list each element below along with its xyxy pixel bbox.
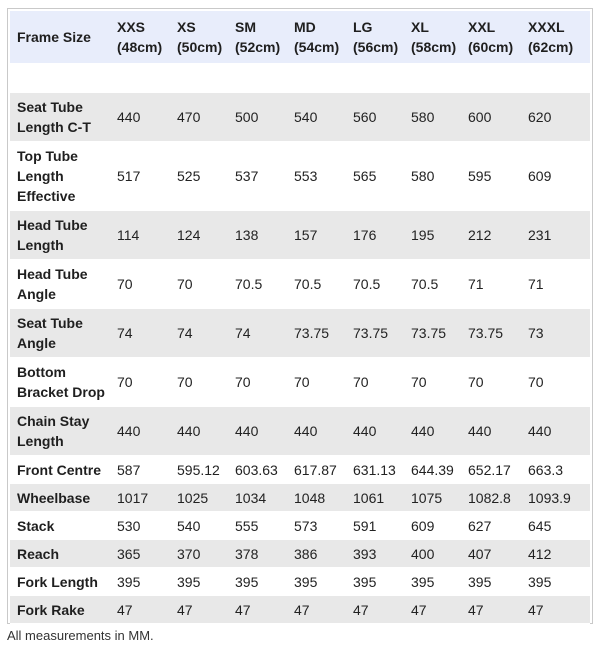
table-cell: 386 — [287, 540, 346, 568]
table-cell: 1075 — [404, 484, 461, 512]
table-cell: 395 — [404, 568, 461, 596]
table-cell: 395 — [521, 568, 590, 596]
header-row — [10, 11, 590, 64]
table-cell: 47 — [170, 596, 228, 624]
table-row — [10, 309, 590, 358]
table-cell: 631.13 — [346, 456, 404, 484]
table-cell: 537 — [228, 142, 287, 211]
table-cell: 1017 — [110, 484, 170, 512]
table-cell: 530 — [110, 512, 170, 540]
table-cell: 114 — [110, 211, 170, 260]
table-cell: 70 — [110, 358, 170, 407]
table-cell: 47 — [287, 596, 346, 624]
size-cm: (52cm) — [235, 39, 281, 55]
table-cell: 560 — [346, 93, 404, 142]
table-cell: 47 — [461, 596, 521, 624]
table-row — [10, 484, 590, 512]
table-cell: 500 — [228, 93, 287, 142]
table-cell: 440 — [404, 407, 461, 456]
table-row — [10, 93, 590, 142]
table-cell: 603.63 — [228, 456, 287, 484]
table-body — [10, 64, 590, 624]
table-cell: 412 — [521, 540, 590, 568]
table-cell: 370 — [170, 540, 228, 568]
size-header — [404, 11, 461, 64]
table-cell: 440 — [228, 407, 287, 456]
size-code: SM — [235, 19, 256, 35]
table-cell: 70 — [170, 260, 228, 309]
table-cell: 70 — [404, 358, 461, 407]
row-label: Fork Rake — [10, 596, 110, 624]
table-cell: 540 — [287, 93, 346, 142]
size-cm: (58cm) — [411, 39, 457, 55]
table-cell: 609 — [521, 142, 590, 211]
table-cell: 587 — [110, 456, 170, 484]
table-cell: 395 — [228, 568, 287, 596]
table-cell: 73.75 — [287, 309, 346, 358]
table-cell: 47 — [521, 596, 590, 624]
table-cell: 440 — [521, 407, 590, 456]
table-cell: 553 — [287, 142, 346, 211]
table-cell: 70 — [228, 358, 287, 407]
table-row — [10, 407, 590, 456]
table-row — [10, 596, 590, 624]
table-cell: 74 — [110, 309, 170, 358]
table-cell: 609 — [404, 512, 461, 540]
table-cell: 47 — [346, 596, 404, 624]
table-cell: 73.75 — [404, 309, 461, 358]
table-cell: 595.12 — [170, 456, 228, 484]
table-cell: 440 — [346, 407, 404, 456]
table-cell: 395 — [170, 568, 228, 596]
table-cell: 124 — [170, 211, 228, 260]
size-cm: (56cm) — [353, 39, 399, 55]
size-code: LG — [353, 19, 373, 35]
table-cell: 517 — [110, 142, 170, 211]
table-row — [10, 260, 590, 309]
frame-size-header: Frame Size — [10, 11, 110, 64]
table-row — [10, 568, 590, 596]
table-cell: 212 — [461, 211, 521, 260]
table-cell: 47 — [110, 596, 170, 624]
table-cell: 400 — [404, 540, 461, 568]
table-cell: 138 — [228, 211, 287, 260]
table-cell: 470 — [170, 93, 228, 142]
row-label: Top Tube Length Effective — [10, 142, 110, 211]
table-row — [10, 358, 590, 407]
table-cell: 395 — [346, 568, 404, 596]
table-cell: 73 — [521, 309, 590, 358]
table-cell: 73.75 — [461, 309, 521, 358]
table-cell: 395 — [110, 568, 170, 596]
table-row — [10, 512, 590, 540]
row-label: Front Centre — [10, 456, 110, 484]
row-label: Fork Length — [10, 568, 110, 596]
size-header — [287, 11, 346, 64]
table-cell: 440 — [287, 407, 346, 456]
table-cell: 620 — [521, 93, 590, 142]
size-code: XL — [411, 19, 429, 35]
table-cell: 440 — [110, 93, 170, 142]
table-cell: 70.5 — [228, 260, 287, 309]
table-cell: 591 — [346, 512, 404, 540]
table-cell: 70 — [346, 358, 404, 407]
size-header — [170, 11, 228, 64]
table-cell: 195 — [404, 211, 461, 260]
row-label: Wheelbase — [10, 484, 110, 512]
table-cell: 70 — [110, 260, 170, 309]
size-header — [346, 11, 404, 64]
size-code: XXL — [468, 19, 496, 35]
table-cell: 395 — [461, 568, 521, 596]
row-label: Reach — [10, 540, 110, 568]
table-cell: 663.3 — [521, 456, 590, 484]
table-cell: 644.39 — [404, 456, 461, 484]
table-row — [10, 540, 590, 568]
table-cell: 71 — [461, 260, 521, 309]
table-cell: 440 — [110, 407, 170, 456]
size-cm: (54cm) — [294, 39, 340, 55]
row-label: Bottom Bracket Drop — [10, 358, 110, 407]
table-cell: 600 — [461, 93, 521, 142]
size-code: MD — [294, 19, 316, 35]
table-cell: 71 — [521, 260, 590, 309]
table-cell: 231 — [521, 211, 590, 260]
size-cm: (48cm) — [117, 39, 163, 55]
row-label: Head Tube Angle — [10, 260, 110, 309]
table-cell: 74 — [170, 309, 228, 358]
table-cell: 378 — [228, 540, 287, 568]
table-cell: 580 — [404, 93, 461, 142]
footnote: All measurements in MM. — [7, 628, 154, 643]
size-header — [461, 11, 521, 64]
table-cell: 70.5 — [287, 260, 346, 309]
size-cm: (50cm) — [177, 39, 223, 55]
size-cm: (60cm) — [468, 39, 514, 55]
table-cell: 393 — [346, 540, 404, 568]
table-cell: 70 — [521, 358, 590, 407]
table-cell: 652.17 — [461, 456, 521, 484]
table-cell: 617.87 — [287, 456, 346, 484]
table-cell: 440 — [461, 407, 521, 456]
size-header — [228, 11, 287, 64]
table-cell: 157 — [287, 211, 346, 260]
table-cell: 70 — [461, 358, 521, 407]
table-cell: 73.75 — [346, 309, 404, 358]
row-label: Seat Tube Length C-T — [10, 93, 110, 142]
size-code: XXS — [117, 19, 146, 35]
table-cell: 573 — [287, 512, 346, 540]
table-row — [10, 142, 590, 211]
table-cell: 176 — [346, 211, 404, 260]
table-cell: 1025 — [170, 484, 228, 512]
table-cell: 395 — [287, 568, 346, 596]
table-cell: 627 — [461, 512, 521, 540]
table-cell: 555 — [228, 512, 287, 540]
size-code: XXXL — [528, 19, 565, 35]
table-cell: 407 — [461, 540, 521, 568]
spacer-cell — [10, 64, 590, 93]
table-cell: 70.5 — [404, 260, 461, 309]
row-label: Chain Stay Length — [10, 407, 110, 456]
table-cell: 1061 — [346, 484, 404, 512]
table-cell: 565 — [346, 142, 404, 211]
size-header — [521, 11, 590, 64]
table-row — [10, 456, 590, 484]
table-cell: 1082.8 — [461, 484, 521, 512]
table-cell: 47 — [404, 596, 461, 624]
size-code: XS — [177, 19, 196, 35]
table-cell: 74 — [228, 309, 287, 358]
table-cell: 595 — [461, 142, 521, 211]
table-cell: 645 — [521, 512, 590, 540]
table-cell: 70 — [287, 358, 346, 407]
table-cell: 70 — [170, 358, 228, 407]
geometry-table — [10, 11, 590, 624]
table-cell: 47 — [228, 596, 287, 624]
size-cm: (62cm) — [528, 39, 574, 55]
row-label: Head Tube Length — [10, 211, 110, 260]
row-label: Stack — [10, 512, 110, 540]
table-cell: 70.5 — [346, 260, 404, 309]
table-cell: 1048 — [287, 484, 346, 512]
size-header — [110, 11, 170, 64]
table-cell: 580 — [404, 142, 461, 211]
table-cell: 1093.9 — [521, 484, 590, 512]
spacer-row — [10, 64, 590, 93]
table-row — [10, 211, 590, 260]
table-cell: 365 — [110, 540, 170, 568]
table-cell: 440 — [170, 407, 228, 456]
table-cell: 525 — [170, 142, 228, 211]
row-label: Seat Tube Angle — [10, 309, 110, 358]
table-cell: 540 — [170, 512, 228, 540]
table-cell: 1034 — [228, 484, 287, 512]
